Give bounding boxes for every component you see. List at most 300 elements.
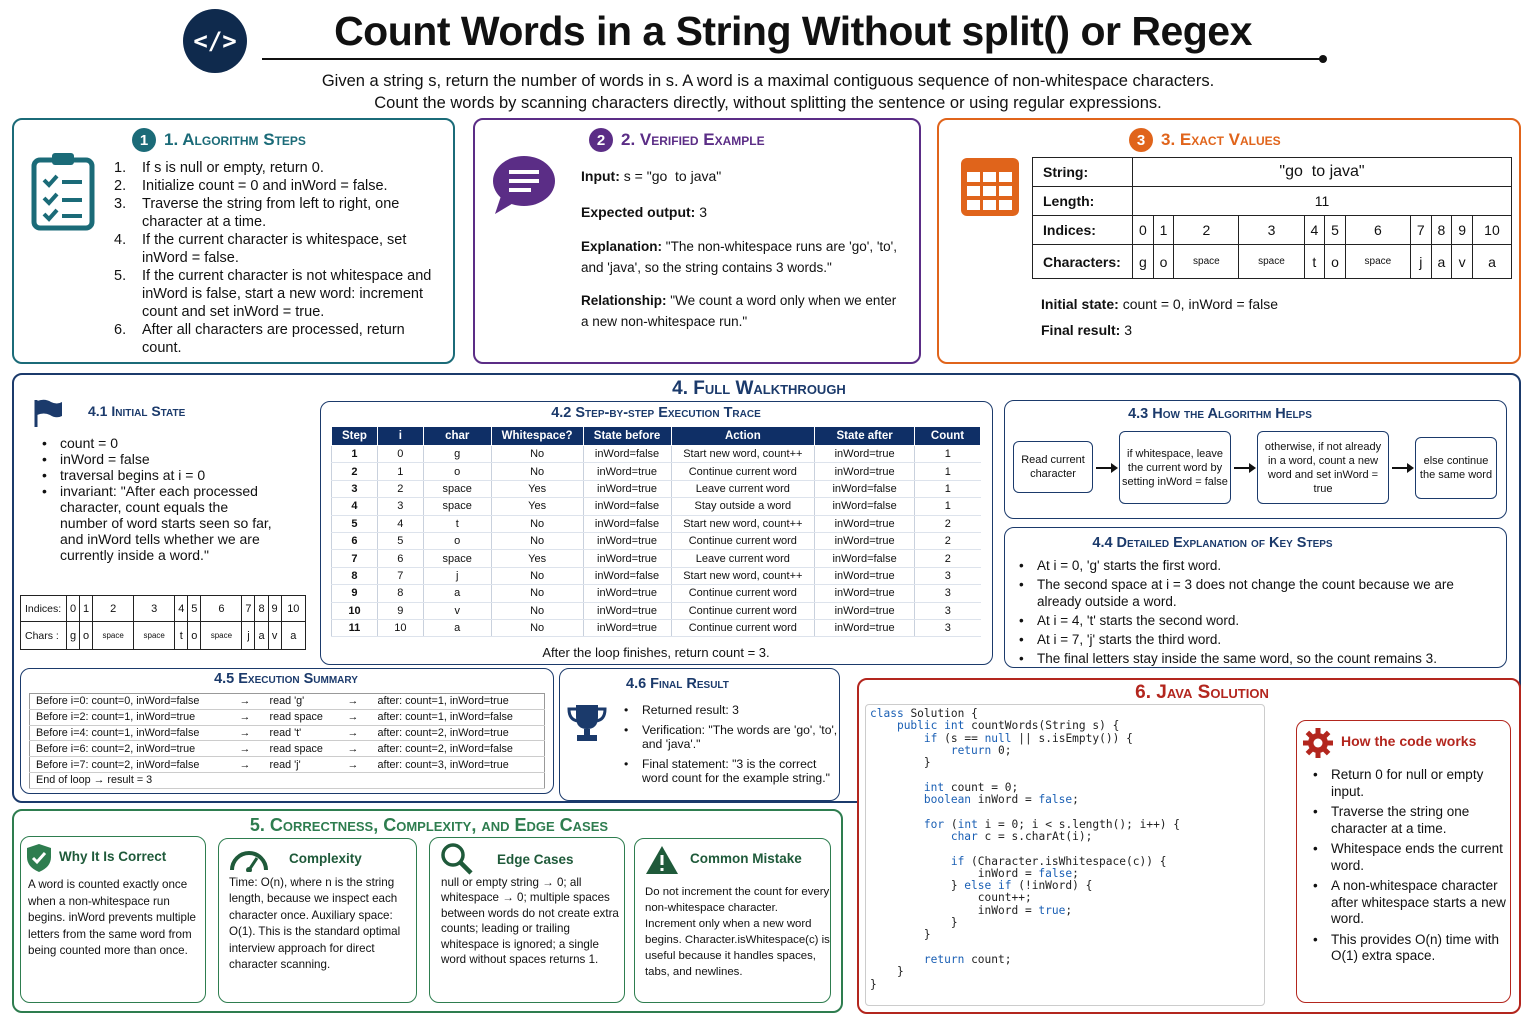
index-cell: 0	[1133, 216, 1154, 245]
table-cell: 1	[915, 446, 981, 463]
list-item: 5. If the current character is not whitespace and inWord is false, start a new word: increment count and set inWord = true.	[114, 268, 432, 320]
table-cell: space	[423, 550, 491, 567]
table-cell: 3	[915, 585, 981, 602]
index-cell: 10	[1472, 216, 1511, 245]
table-cell: 6	[377, 550, 423, 567]
table-row	[332, 585, 981, 602]
table-cell: No	[491, 567, 583, 584]
table-cell: a	[423, 619, 491, 636]
table-cell: →	[348, 709, 378, 725]
summary-table	[29, 693, 545, 789]
column-header: i	[377, 427, 423, 446]
trace-title: 4.2 Step-by-step Execution Trace	[551, 405, 761, 421]
trophy-icon	[566, 703, 608, 743]
warning-icon	[645, 845, 679, 875]
java-solution-panel	[857, 678, 1521, 1014]
list-item: • inWord = false	[38, 451, 278, 467]
table-cell: Before i=7: count=2, inWord=false	[30, 757, 240, 773]
table-cell: No	[491, 532, 583, 549]
logo	[183, 9, 247, 73]
table-cell: read space	[270, 741, 348, 757]
list-item: • This provides O(n) time with O(1) extra space.	[1309, 932, 1509, 965]
list-item: • The second space at i = 3 does not change the count because we are already outside a word.	[1015, 576, 1500, 610]
code-block	[865, 704, 1265, 1006]
example-relationship: Relationship: "We count a word only when we enter a new non-whitespace run."	[581, 293, 897, 329]
char-cell: g	[1133, 245, 1154, 279]
index-cell: 8	[1431, 216, 1452, 245]
char-cell: space	[201, 622, 242, 650]
table-cell: inWord=true	[815, 515, 915, 532]
code-line: public int countWords(String s) {	[896, 719, 1120, 733]
table-cell: No	[491, 602, 583, 619]
char-cell: a	[281, 622, 305, 650]
card-title: Edge Cases	[497, 852, 574, 867]
final-list	[620, 703, 838, 785]
table-cell: Yes	[491, 550, 583, 567]
table-row	[332, 602, 981, 619]
title-underline-dot	[1319, 55, 1327, 63]
table-row	[332, 480, 981, 497]
table-cell: v	[423, 602, 491, 619]
table-cell: Before i=0: count=0, inWord=false	[30, 694, 240, 710]
table-cell: inWord=true	[815, 619, 915, 636]
table-row	[332, 567, 981, 584]
table-cell	[240, 772, 270, 788]
detail-title: 4.4 Detailed Explanation of Key Steps	[1092, 535, 1333, 551]
index-cell: 6	[201, 596, 242, 622]
index-cell: 6	[1345, 216, 1410, 245]
table-cell: after: count=1, inWord=false	[378, 709, 545, 725]
list-item: • The final letters stay inside the same word, so the count remains 3.	[1015, 650, 1500, 667]
list-item: • Returned result: 3	[620, 703, 838, 717]
list-item: 2. Initialize count = 0 and inWord = false.	[114, 178, 388, 194]
column-header: State before	[583, 427, 671, 446]
code-line: inWord = false;	[977, 866, 1079, 880]
char-cell: a	[1431, 245, 1452, 279]
table-cell: Leave current word	[671, 550, 815, 567]
table-cell	[378, 772, 545, 788]
common-mistake-card	[634, 838, 831, 1003]
detailed-explanation-panel	[1004, 527, 1507, 668]
table-cell: Start new word, count++	[671, 567, 815, 584]
char-cell: a	[1472, 245, 1511, 279]
index-cell: 3	[134, 596, 175, 622]
char-cell: o	[80, 622, 93, 650]
table-row	[30, 709, 545, 725]
code-line: count++;	[977, 891, 1032, 905]
card-text: Time: O(n), where n is the string length, because we inspect each character once. Auxiliary space: O(1). This is the standard optimal interview approach for direct character scanning.	[229, 876, 401, 972]
section-title: 1. Algorithm Steps	[164, 130, 306, 149]
table-cell: No	[491, 619, 583, 636]
table-cell: inWord=true	[583, 550, 671, 567]
column-header: char	[423, 427, 491, 446]
initial-state-title: 4.1 Initial State	[88, 403, 186, 419]
code-line: if (Character.isWhitespace(c)) {	[950, 854, 1167, 868]
table-row	[332, 446, 981, 463]
table-cell: Start new word, count++	[671, 446, 815, 463]
table-cell: 7	[332, 550, 378, 567]
table-cell: →	[348, 694, 378, 710]
table-cell: 7	[377, 567, 423, 584]
char-cell: space	[93, 622, 134, 650]
table-row	[30, 725, 545, 741]
section-title: 6. Java Solution	[1135, 682, 1269, 703]
panel-heading	[1129, 128, 1281, 152]
index-cell: 7	[242, 596, 255, 622]
table-cell: inWord=false	[583, 446, 671, 463]
list-item: • count = 0	[38, 435, 278, 451]
trace-footer: After the loop finishes, return count = 3.	[542, 645, 770, 660]
table-row	[332, 619, 981, 636]
char-cell: a	[255, 622, 268, 650]
table-cell: 11	[332, 619, 378, 636]
table-cell: Continue current word	[671, 463, 815, 480]
table-cell: 2	[377, 480, 423, 497]
list-item: • Return 0 for null or empty input.	[1309, 767, 1509, 800]
algorithm-helps-panel	[1004, 400, 1507, 519]
table-row	[30, 694, 545, 710]
char-cell: v	[268, 622, 281, 650]
index-cell: 4	[1304, 216, 1325, 245]
code-line: }	[870, 977, 877, 991]
code-line: char c = s.charAt(i);	[950, 829, 1093, 843]
section-title: 2. Verified Example	[621, 130, 765, 149]
list-item: 3. Traverse the string from left to right, one character at a time.	[114, 196, 400, 230]
table-cell: 1	[377, 463, 423, 480]
code-line: }	[870, 756, 931, 770]
list-item: • Whitespace ends the current word.	[1309, 841, 1509, 874]
index-cell: 8	[255, 596, 268, 622]
table-cell: 2	[332, 463, 378, 480]
index-cell: 2	[93, 596, 134, 622]
table-cell: Continue current word	[671, 532, 815, 549]
table-cell: No	[491, 515, 583, 532]
table-cell: 5	[332, 515, 378, 532]
verified-example-panel	[473, 118, 921, 364]
how-title: How the code works	[1341, 733, 1477, 749]
magnifier-icon	[440, 842, 474, 876]
table-row	[332, 463, 981, 480]
table-cell: read 'j'	[270, 757, 348, 773]
list-item: • At i = 4, 't' starts the second word.	[1015, 612, 1500, 629]
table-cell: 8	[332, 567, 378, 584]
table-cell: 3	[915, 567, 981, 584]
title-underline	[262, 58, 1324, 60]
char-cell: space	[134, 622, 175, 650]
flag-icon	[33, 398, 63, 428]
table-cell: Continue current word	[671, 602, 815, 619]
index-cell: 5	[1325, 216, 1346, 245]
table-cell: after: count=1, inWord=true	[378, 694, 545, 710]
table-cell	[348, 772, 378, 788]
column-header: State after	[815, 427, 915, 446]
char-cell: o	[188, 622, 201, 650]
code-line: int count = 0;	[923, 780, 1019, 794]
table-cell: inWord=true	[583, 463, 671, 480]
example-explanation: Explanation: "The non-whitespace runs are 'go', 'to', and 'java', so the string contains 3 words."	[581, 239, 898, 275]
table-cell: space	[423, 480, 491, 497]
code-line: return count;	[923, 952, 1012, 966]
index-cell: 9	[268, 596, 281, 622]
algorithm-step-list	[114, 159, 444, 357]
table-cell: 1	[915, 463, 981, 480]
table-cell: inWord=false	[583, 515, 671, 532]
table-cell: read 't'	[270, 725, 348, 741]
table-cell: 2	[915, 550, 981, 567]
table-cell: 10	[332, 602, 378, 619]
table-cell: inWord=true	[815, 463, 915, 480]
table-cell: 10	[377, 619, 423, 636]
table-cell: No	[491, 585, 583, 602]
table-cell: 3	[915, 619, 981, 636]
table-cell: No	[491, 446, 583, 463]
index-cell: 3	[1239, 216, 1304, 245]
clipboard-icon	[30, 150, 96, 232]
list-item: 4. If the current character is whitespace, set inWord = false.	[114, 232, 407, 266]
table-cell: Before i=6: count=2, inWord=true	[30, 741, 240, 757]
table-cell: →	[240, 741, 270, 757]
intro-line-2: Count the words by scanning characters directly, without splitting the sentence or using regular expressions.	[374, 94, 1162, 112]
table-cell: Before i=2: count=1, inWord=true	[30, 709, 240, 725]
intro-line-1: Given a string s, return the number of words in s. A word is a maximal contiguous sequence of non-whitespace characters.	[321, 72, 1215, 90]
list-item: 1. If s is null or empty, return 0.	[114, 160, 324, 176]
table-cell: 9	[332, 585, 378, 602]
index-cell: 1	[80, 596, 93, 622]
chat-icon	[491, 154, 557, 216]
char-cell: space	[1345, 245, 1410, 279]
table-cell: 3	[332, 480, 378, 497]
table-row	[332, 515, 981, 532]
algorithm-steps-panel	[12, 118, 455, 364]
table-row	[30, 772, 545, 788]
table-cell: read 'g'	[270, 694, 348, 710]
table-cell: after: count=2, inWord=false	[378, 741, 545, 757]
code-line: inWord = true;	[977, 903, 1073, 917]
table-cell: 2	[915, 515, 981, 532]
list-item: • traversal begins at i = 0	[38, 467, 278, 483]
table-cell: No	[491, 463, 583, 480]
table-row	[332, 550, 981, 567]
summary-title: 4.5 Execution Summary	[214, 671, 358, 687]
code-line	[870, 843, 1260, 855]
flow-box-continue: else continue the same word	[1415, 437, 1497, 499]
list-item: 6. After all characters are processed, return count.	[114, 322, 405, 356]
table-cell: 2	[915, 532, 981, 549]
table-cell: inWord=false	[815, 480, 915, 497]
gear-icon	[1303, 728, 1333, 758]
table-cell: inWord=true	[815, 602, 915, 619]
complexity-card	[218, 838, 417, 1003]
table-cell: after: count=3, inWord=true	[378, 757, 545, 773]
table-cell: inWord=true	[583, 480, 671, 497]
table-cell: g	[423, 446, 491, 463]
card-text: A word is counted exactly once when a non-whitespace run begins. inWord prevents multiple letters from the same word from being counted more than once.	[28, 878, 196, 958]
step-badge: 3	[1129, 128, 1153, 152]
table-cell: Yes	[491, 498, 583, 515]
table-cell: inWord=true	[815, 585, 915, 602]
trace-panel	[320, 401, 993, 665]
code-line: boolean inWord = false;	[923, 793, 1079, 807]
final-result-panel	[559, 668, 840, 801]
table-cell: after: count=2, inWord=true	[378, 725, 545, 741]
list-item: • Final statement: "3 is the correct word count for the example string."	[620, 757, 838, 785]
table-cell: inWord=true	[583, 532, 671, 549]
table-cell: space	[423, 498, 491, 515]
table-row	[332, 532, 981, 549]
step-badge: 2	[589, 128, 613, 152]
flow-arrow	[1096, 467, 1116, 469]
code-line: }	[870, 965, 904, 979]
index-cell: 4	[175, 596, 188, 622]
char-cell: t	[1304, 245, 1325, 279]
char-cell: j	[1410, 245, 1431, 279]
index-cell: 2	[1174, 216, 1239, 245]
table-cell: inWord=true	[815, 532, 915, 549]
initial-state: Initial state: count = 0, inWord = false	[1041, 296, 1279, 312]
code-line: } else if (!inWord) {	[870, 879, 1093, 893]
table-row	[30, 741, 545, 757]
table-cell: →	[348, 725, 378, 741]
table-cell: 1	[915, 498, 981, 515]
table-cell: Stay outside a word	[671, 498, 815, 515]
table-cell: j	[423, 567, 491, 584]
section-title: 4. Full Walkthrough	[672, 378, 846, 399]
how-list	[1309, 767, 1509, 965]
char-cell: j	[242, 622, 255, 650]
char-cell: v	[1452, 245, 1473, 279]
flow-arrow	[1392, 467, 1412, 469]
column-header: Action	[671, 427, 815, 446]
code-line: return 0;	[950, 743, 1012, 757]
code-line: if (s == null || s.isEmpty()) {	[923, 731, 1133, 745]
table-cell: inWord=false	[583, 498, 671, 515]
code-line: for (int i = 0; i < s.length(); i++) {	[923, 817, 1181, 831]
page-title: Count Words in a String Without split() or Regex	[334, 8, 1252, 54]
table-cell: Leave current word	[671, 480, 815, 497]
code-line: }	[870, 928, 931, 942]
execution-summary-panel	[20, 668, 554, 794]
list-item: • At i = 7, 'j' starts the third word.	[1015, 631, 1500, 648]
index-cell: 5	[188, 596, 201, 622]
section-title: 3. Exact Values	[1161, 130, 1281, 149]
table-cell: 3	[377, 498, 423, 515]
table-cell: inWord=false	[815, 498, 915, 515]
gauge-icon	[229, 848, 269, 872]
index-cell: 9	[1452, 216, 1473, 245]
table-cell: inWord=true	[583, 619, 671, 636]
table-cell: →	[240, 709, 270, 725]
edge-cases-card	[429, 837, 625, 1003]
table-cell: inWord=true	[583, 602, 671, 619]
table-cell: Yes	[491, 480, 583, 497]
card-title: Complexity	[289, 851, 362, 866]
table-icon	[961, 158, 1019, 216]
step-badge: 1	[132, 128, 156, 152]
index-cell: 0	[67, 596, 80, 622]
table-cell: 9	[377, 602, 423, 619]
column-header: Count	[915, 427, 981, 446]
table-cell: Before i=4: count=1, inWord=false	[30, 725, 240, 741]
card-title: Why It Is Correct	[59, 849, 167, 864]
table-cell: 5	[377, 532, 423, 549]
section-title: 5. Correctness, Complexity, and Edge Cases	[249, 815, 609, 835]
table-cell: 8	[377, 585, 423, 602]
card-text: null or empty string → 0; all whitespace → 0; multiple spaces between words do not create extra counts; leading or trailing whitespace is ignored; a single word without spaces returns 1.	[441, 876, 619, 967]
table-cell: Continue current word	[671, 619, 815, 636]
char-cell: o	[1153, 245, 1174, 279]
column-header: Whitespace?	[491, 427, 583, 446]
table-row	[30, 757, 545, 773]
table-cell: 4	[332, 498, 378, 515]
final-result: Final result: 3	[1041, 322, 1133, 338]
char-cell: space	[1239, 245, 1304, 279]
code-line: class Solution {	[870, 707, 978, 720]
table-cell: inWord=false	[583, 567, 671, 584]
table-cell	[270, 772, 348, 788]
correct-card	[20, 836, 206, 1003]
table-cell: t	[423, 515, 491, 532]
index-cell: 1	[1153, 216, 1174, 245]
flow-box-new-word: otherwise, if not already in a word, count a new word and set inWord = true	[1257, 431, 1389, 504]
table-cell: →	[240, 757, 270, 773]
example-output: Expected output: 3	[581, 204, 708, 220]
card-text: Do not increment the count for every non-whitespace character. Increment only when a new word begins. Character.isWhitespace(c) is useful because it handles spaces, tabs, and newlines.	[645, 886, 830, 978]
table-cell: 1	[332, 446, 378, 463]
flow-arrow	[1234, 467, 1254, 469]
table-cell: read space	[270, 709, 348, 725]
final-title: 4.6 Final Result	[626, 676, 729, 692]
table-cell: inWord=true	[815, 446, 915, 463]
trace-table	[331, 426, 981, 637]
table-cell: 1	[915, 480, 981, 497]
char-cell: space	[1174, 245, 1239, 279]
column-header: Step	[332, 427, 378, 446]
char-cell: g	[67, 622, 80, 650]
table-cell: inWord=true	[583, 585, 671, 602]
panel-heading	[589, 128, 765, 152]
helps-title: 4.3 How the Algorithm Helps	[1128, 406, 1312, 422]
code-icon: </>	[193, 27, 237, 55]
card-title: Common Mistake	[690, 851, 802, 866]
table-cell: 6	[332, 532, 378, 549]
table-cell: →	[240, 694, 270, 710]
table-cell: o	[423, 463, 491, 480]
table-cell: Continue current word	[671, 585, 815, 602]
table-cell: a	[423, 585, 491, 602]
table-cell: 0	[377, 446, 423, 463]
table-cell: 3	[915, 602, 981, 619]
table-cell: 4	[377, 515, 423, 532]
char-cell: t	[175, 622, 188, 650]
detail-list	[1015, 557, 1500, 667]
char-cell: o	[1325, 245, 1346, 279]
shield-check-icon	[26, 843, 52, 873]
table-cell: inWord=true	[815, 567, 915, 584]
list-item: • At i = 0, 'g' starts the first word.	[1015, 557, 1500, 574]
flow-box-read: Read current character	[1013, 441, 1093, 493]
code-line: }	[870, 916, 958, 930]
list-item: • invariant: "After each processed character, count equals the number of word starts seen so far, and inWord tells whether we are currently inside a word."	[38, 483, 278, 563]
table-row	[332, 498, 981, 515]
java-code	[870, 708, 1260, 991]
flow-box-whitespace: if whitespace, leave the current word by setting inWord = false	[1119, 431, 1231, 504]
table-cell: →	[348, 757, 378, 773]
exact-values-table: String: "go to java" Length: 11 Indices: 0 1 2 3 4 5 6 7 8 9 10 Characters: g o space space t o space j a v a	[1032, 157, 1512, 279]
table-cell: o	[423, 532, 491, 549]
panel-heading	[132, 128, 306, 152]
index-cell: 7	[1410, 216, 1431, 245]
how-code-works-card	[1296, 720, 1511, 1003]
